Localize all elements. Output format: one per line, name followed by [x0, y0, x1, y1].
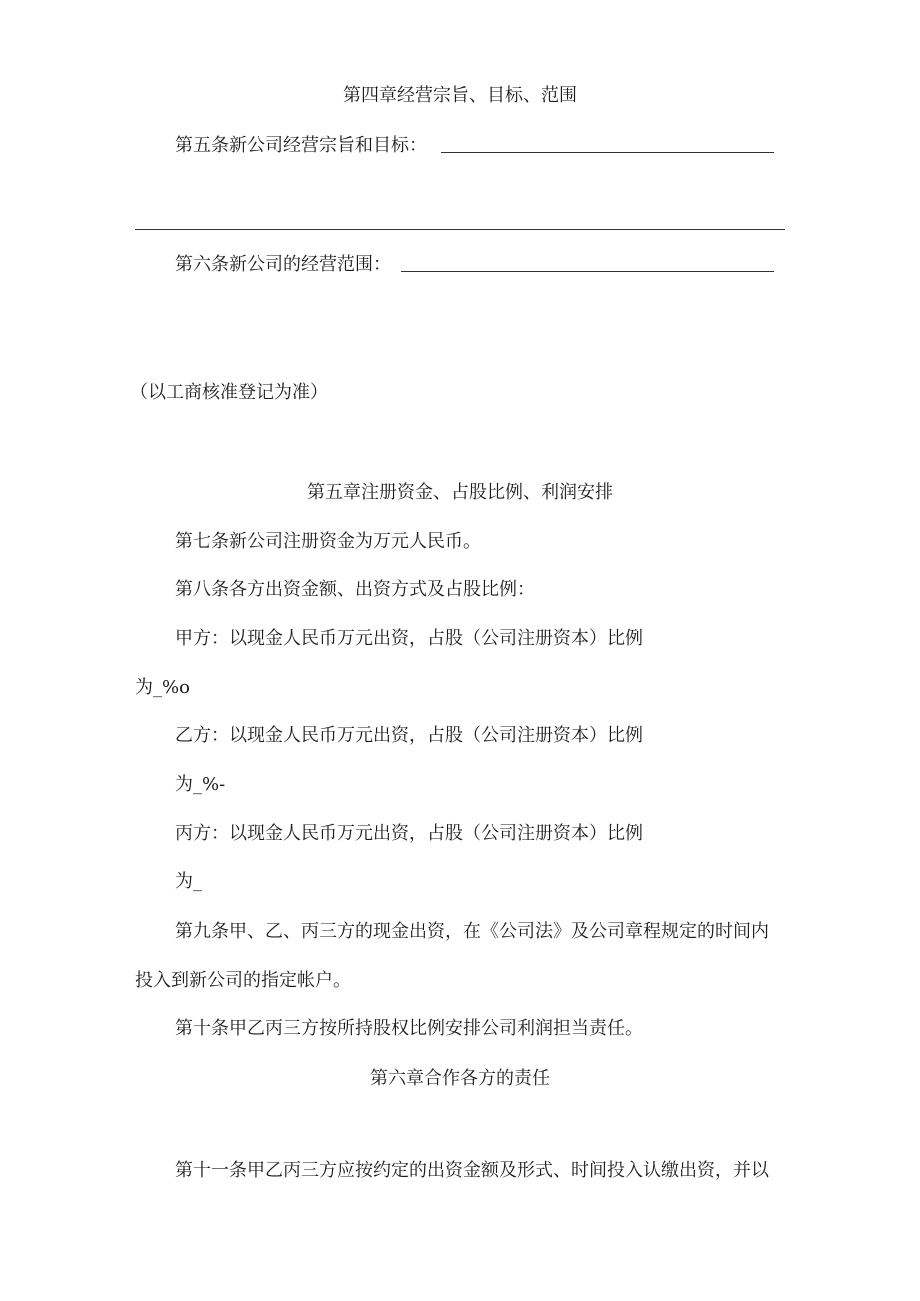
article-5-blank-line-2 — [135, 229, 785, 230]
article-9-line-2: 投入到新公司的指定帐户。 — [135, 970, 351, 991]
party-c-line-2: 为_ — [175, 871, 202, 892]
article-7: 第七条新公司注册资金为万元人民币。 — [175, 531, 481, 552]
party-a-line-2: 为_%o — [135, 677, 190, 698]
article-9-line-1: 第九条甲、乙、丙三方的现金出资，在《公司法》及公司章程规定的时间内 — [175, 921, 769, 942]
chapter-5-title: 第五章注册资金、占股比例、利润安排 — [307, 482, 613, 503]
chapter-4-title: 第四章经营宗旨、目标、范围 — [343, 85, 577, 106]
article-5-label: 第五条新公司经营宗旨和目标： — [175, 135, 427, 156]
party-b-line-1: 乙方：以现金人民币万元出资，占股（公司注册资本）比例 — [175, 725, 643, 746]
article-8: 第八条各方出资金额、出资方式及占股比例： — [175, 579, 535, 600]
article-6-blank-line — [401, 271, 774, 272]
article-11-line-1: 第十一条甲乙丙三方应按约定的出资金额及形式、时间投入认缴出资，并以 — [175, 1160, 769, 1181]
article-10: 第十条甲乙丙三方按所持股权比例安排公司利润担当责任。 — [175, 1018, 643, 1039]
article-6-label: 第六条新公司的经营范围： — [175, 254, 391, 275]
registration-note: （以工商核准登记为准） — [130, 382, 328, 403]
party-b-line-2: 为_%- — [175, 774, 226, 795]
party-c-line-1: 丙方：以现金人民币万元出资，占股（公司注册资本）比例 — [175, 823, 643, 844]
party-a-line-1: 甲方：以现金人民币万元出资，占股（公司注册资本）比例 — [175, 628, 643, 649]
chapter-6-title: 第六章合作各方的责任 — [370, 1068, 550, 1089]
article-5-blank-line — [441, 152, 774, 153]
